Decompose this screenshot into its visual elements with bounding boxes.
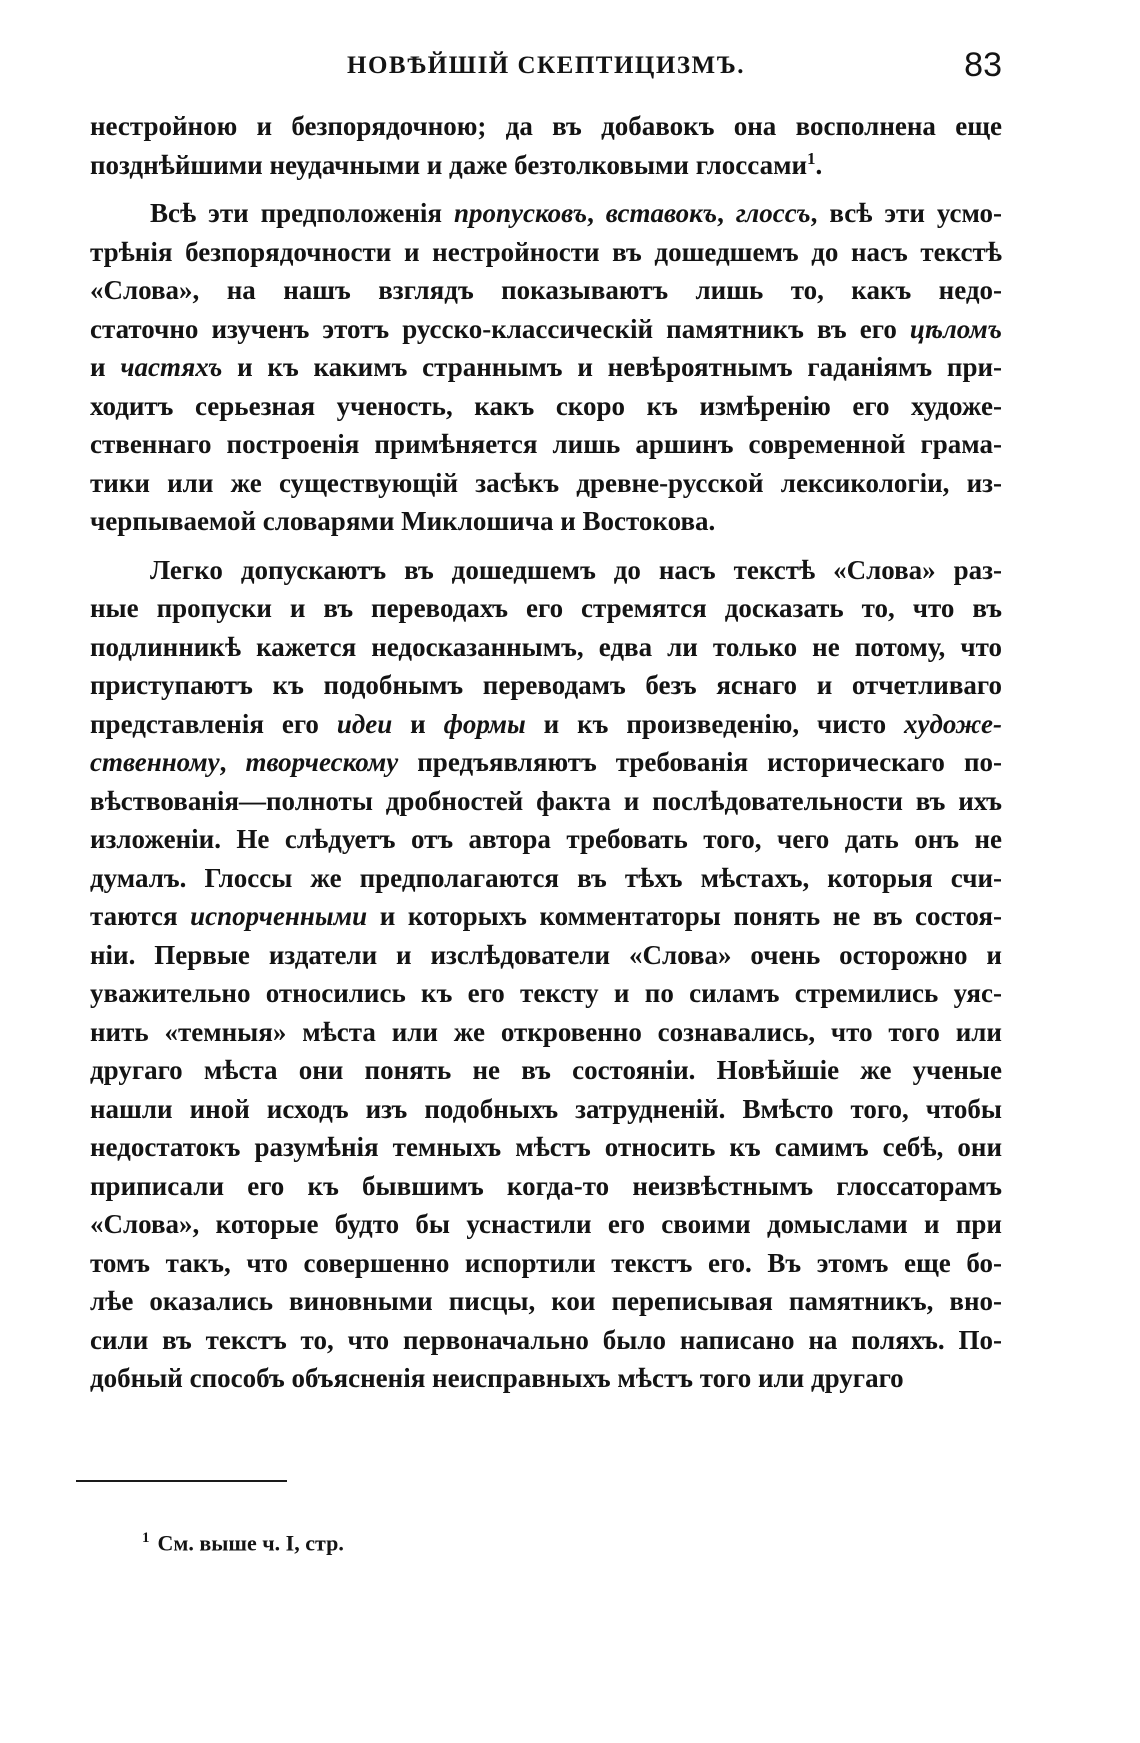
footnote bbox=[142, 1530, 344, 1556]
text-run: вѣствованія—полноты дробностей факта и послѣдовательности въ ихъ bbox=[90, 785, 1002, 816]
text-line bbox=[90, 666, 1002, 705]
footnote-rule bbox=[76, 1480, 287, 1482]
text-run: и къ произведенію, чисто bbox=[525, 708, 905, 739]
text-line bbox=[90, 1128, 1002, 1167]
text-line bbox=[90, 1359, 1002, 1398]
text-run: позднѣйшими неудачными и даже безтолковыми глоссами bbox=[90, 149, 808, 180]
text-run: приступаютъ къ подобнымъ переводамъ безъ яснаго и отчетливаго bbox=[90, 670, 1002, 700]
text-run: и bbox=[392, 708, 444, 739]
text-run: статочно изученъ этотъ русско-классическій памятникъ въ его bbox=[90, 313, 910, 344]
text-run: лѣе оказались виновными писцы, кои переписывая памятникъ, вно- bbox=[90, 1286, 1002, 1316]
footnote-mark: 1 bbox=[142, 1530, 150, 1546]
text-run: , bbox=[717, 198, 736, 228]
text-run: добный способъ объясненія неисправныхъ мѣстъ того или другаго bbox=[90, 1363, 904, 1393]
text-run: нить «темныя» мѣста или же откровенно сознавались, что того или bbox=[90, 1016, 1002, 1047]
page-header bbox=[90, 46, 1002, 96]
text-run: подлинникѣ кажется недосказаннымъ, едва ли только не потому, что bbox=[90, 631, 1002, 662]
text-run: тики или же существующій засѣкъ древне-русской лексикологіи, из- bbox=[90, 467, 1002, 498]
text-line bbox=[90, 502, 1002, 541]
text-run: томъ такъ, что совершенно испортили текстъ его. Въ этомъ еще бо- bbox=[90, 1247, 1002, 1278]
text-run: , bbox=[219, 747, 246, 777]
text-run: ніи. Первые издатели и изслѣдователи «Слова» очень осторожно и bbox=[90, 939, 1002, 970]
text-line bbox=[90, 628, 1002, 667]
text-line bbox=[90, 464, 1002, 503]
text-run: предъявляютъ требованія историческаго по- bbox=[398, 747, 1003, 777]
italic-run: формы bbox=[443, 708, 526, 739]
text-run: Всѣ эти предположенія bbox=[150, 198, 454, 228]
text-run: и которыхъ комментаторы понять не въ состоя- bbox=[367, 901, 1002, 931]
text-run: . bbox=[815, 149, 823, 180]
text-line bbox=[90, 1244, 1002, 1283]
text-run: «Слова», которые будто бы уснастили его своими домыслами и при bbox=[90, 1209, 1002, 1239]
text-run: приписали его къ бывшимъ когда-то неизвѣстнымъ глоссаторамъ bbox=[90, 1170, 1002, 1201]
text-line bbox=[90, 859, 1002, 898]
text-line bbox=[90, 1051, 1002, 1090]
italic-run: испорченными bbox=[190, 901, 368, 931]
text-run: и bbox=[90, 352, 121, 382]
italic-run: вставокъ bbox=[605, 198, 718, 228]
text-line bbox=[90, 310, 1002, 349]
text-line bbox=[90, 271, 1002, 310]
running-head: НОВѢЙШІЙ СКЕПТИЦИЗМЪ. bbox=[347, 52, 745, 79]
text-line bbox=[90, 1321, 1002, 1360]
text-line bbox=[90, 897, 1002, 936]
text-run: , всѣ эти усмо- bbox=[810, 198, 1003, 228]
text-line bbox=[90, 425, 1002, 464]
text-run: недостатокъ разумѣнія темныхъ мѣстъ относить къ самимъ себѣ, они bbox=[90, 1132, 1002, 1162]
text-line bbox=[90, 107, 1002, 146]
text-run: ственнаго построенія примѣняется лишь аршинъ современной грама- bbox=[90, 429, 1002, 459]
text-run: и къ какимъ страннымъ и невѣроятнымъ гаданіямъ при- bbox=[222, 352, 1003, 382]
text-run: черпываемой словарями Миклошича и Востокова. bbox=[90, 506, 716, 536]
text-line bbox=[90, 1282, 1002, 1321]
text-run: «Слова», на нашъ взглядъ показываютъ лишь то, какъ недо- bbox=[90, 275, 1002, 305]
text-line bbox=[90, 936, 1002, 975]
italic-run: художе- bbox=[904, 708, 1003, 739]
text-line bbox=[90, 387, 1002, 426]
text-line bbox=[90, 589, 1002, 628]
italic-run: творческому bbox=[245, 747, 399, 777]
paragraph-gap bbox=[90, 184, 1002, 194]
text-line bbox=[90, 233, 1002, 272]
footnote-ref: 1 bbox=[807, 148, 816, 168]
text-line bbox=[90, 146, 1002, 185]
italic-run: цѣломъ bbox=[909, 313, 1002, 344]
text-run: нестройною и безпорядочною; да въ добавокъ она восполнена еще bbox=[90, 111, 1002, 141]
text-line bbox=[90, 743, 1002, 782]
text-line bbox=[90, 1013, 1002, 1052]
text-run: сили въ текстъ то, что первоначально было написано на поляхъ. По- bbox=[90, 1324, 1002, 1355]
text-run: трѣнія безпорядочности и нестройности въ дошедшемъ до насъ текстѣ bbox=[90, 236, 1002, 267]
footnote-text: См. выше ч. I, стр. bbox=[157, 1530, 344, 1556]
text-line bbox=[90, 1090, 1002, 1129]
body-text bbox=[90, 107, 1002, 1398]
text-run: , bbox=[587, 198, 606, 228]
page-number: 83 bbox=[964, 46, 1002, 84]
text-run: ные пропуски и въ переводахъ его стремятся досказать то, что въ bbox=[90, 593, 1002, 623]
text-run: думалъ. Глоссы же предполагаются въ тѣхъ мѣстахъ, которыя счи- bbox=[90, 862, 1002, 893]
text-run: изложеніи. Не слѣдуетъ отъ автора требовать того, чего дать онъ не bbox=[90, 824, 1002, 854]
italic-run: пропусковъ bbox=[453, 198, 588, 228]
text-run: ходитъ серьезная ученость, какъ скоро къ измѣренію его художе- bbox=[90, 390, 1002, 421]
text-line bbox=[90, 1205, 1002, 1244]
italic-run: ственному bbox=[90, 747, 220, 777]
text-run: таются bbox=[90, 901, 191, 931]
text-line bbox=[90, 348, 1002, 387]
italic-run: идеи bbox=[336, 708, 393, 739]
text-run: Легко допускаютъ въ дошедшемъ до насъ текстѣ «Слова» раз- bbox=[150, 554, 1002, 585]
italic-run: частяхъ bbox=[120, 352, 223, 382]
text-run: другаго мѣста они понять не въ состояніи. Новѣйшіе же ученые bbox=[90, 1055, 1002, 1085]
text-line bbox=[90, 705, 1002, 744]
text-line bbox=[90, 974, 1002, 1013]
text-line bbox=[90, 820, 1002, 859]
text-line bbox=[90, 551, 1002, 590]
text-run: уважительно относились къ его тексту и по силамъ стремились уяс- bbox=[90, 978, 1002, 1008]
italic-run: глоссъ bbox=[735, 198, 811, 228]
text-run: представленія его bbox=[90, 708, 337, 739]
text-run: нашли иной исходъ изъ подобныхъ затрудненій. Вмѣсто того, чтобы bbox=[90, 1093, 1002, 1124]
paragraph-gap bbox=[90, 541, 1002, 551]
text-line bbox=[90, 194, 1002, 233]
text-line bbox=[90, 782, 1002, 821]
text-line bbox=[90, 1167, 1002, 1206]
